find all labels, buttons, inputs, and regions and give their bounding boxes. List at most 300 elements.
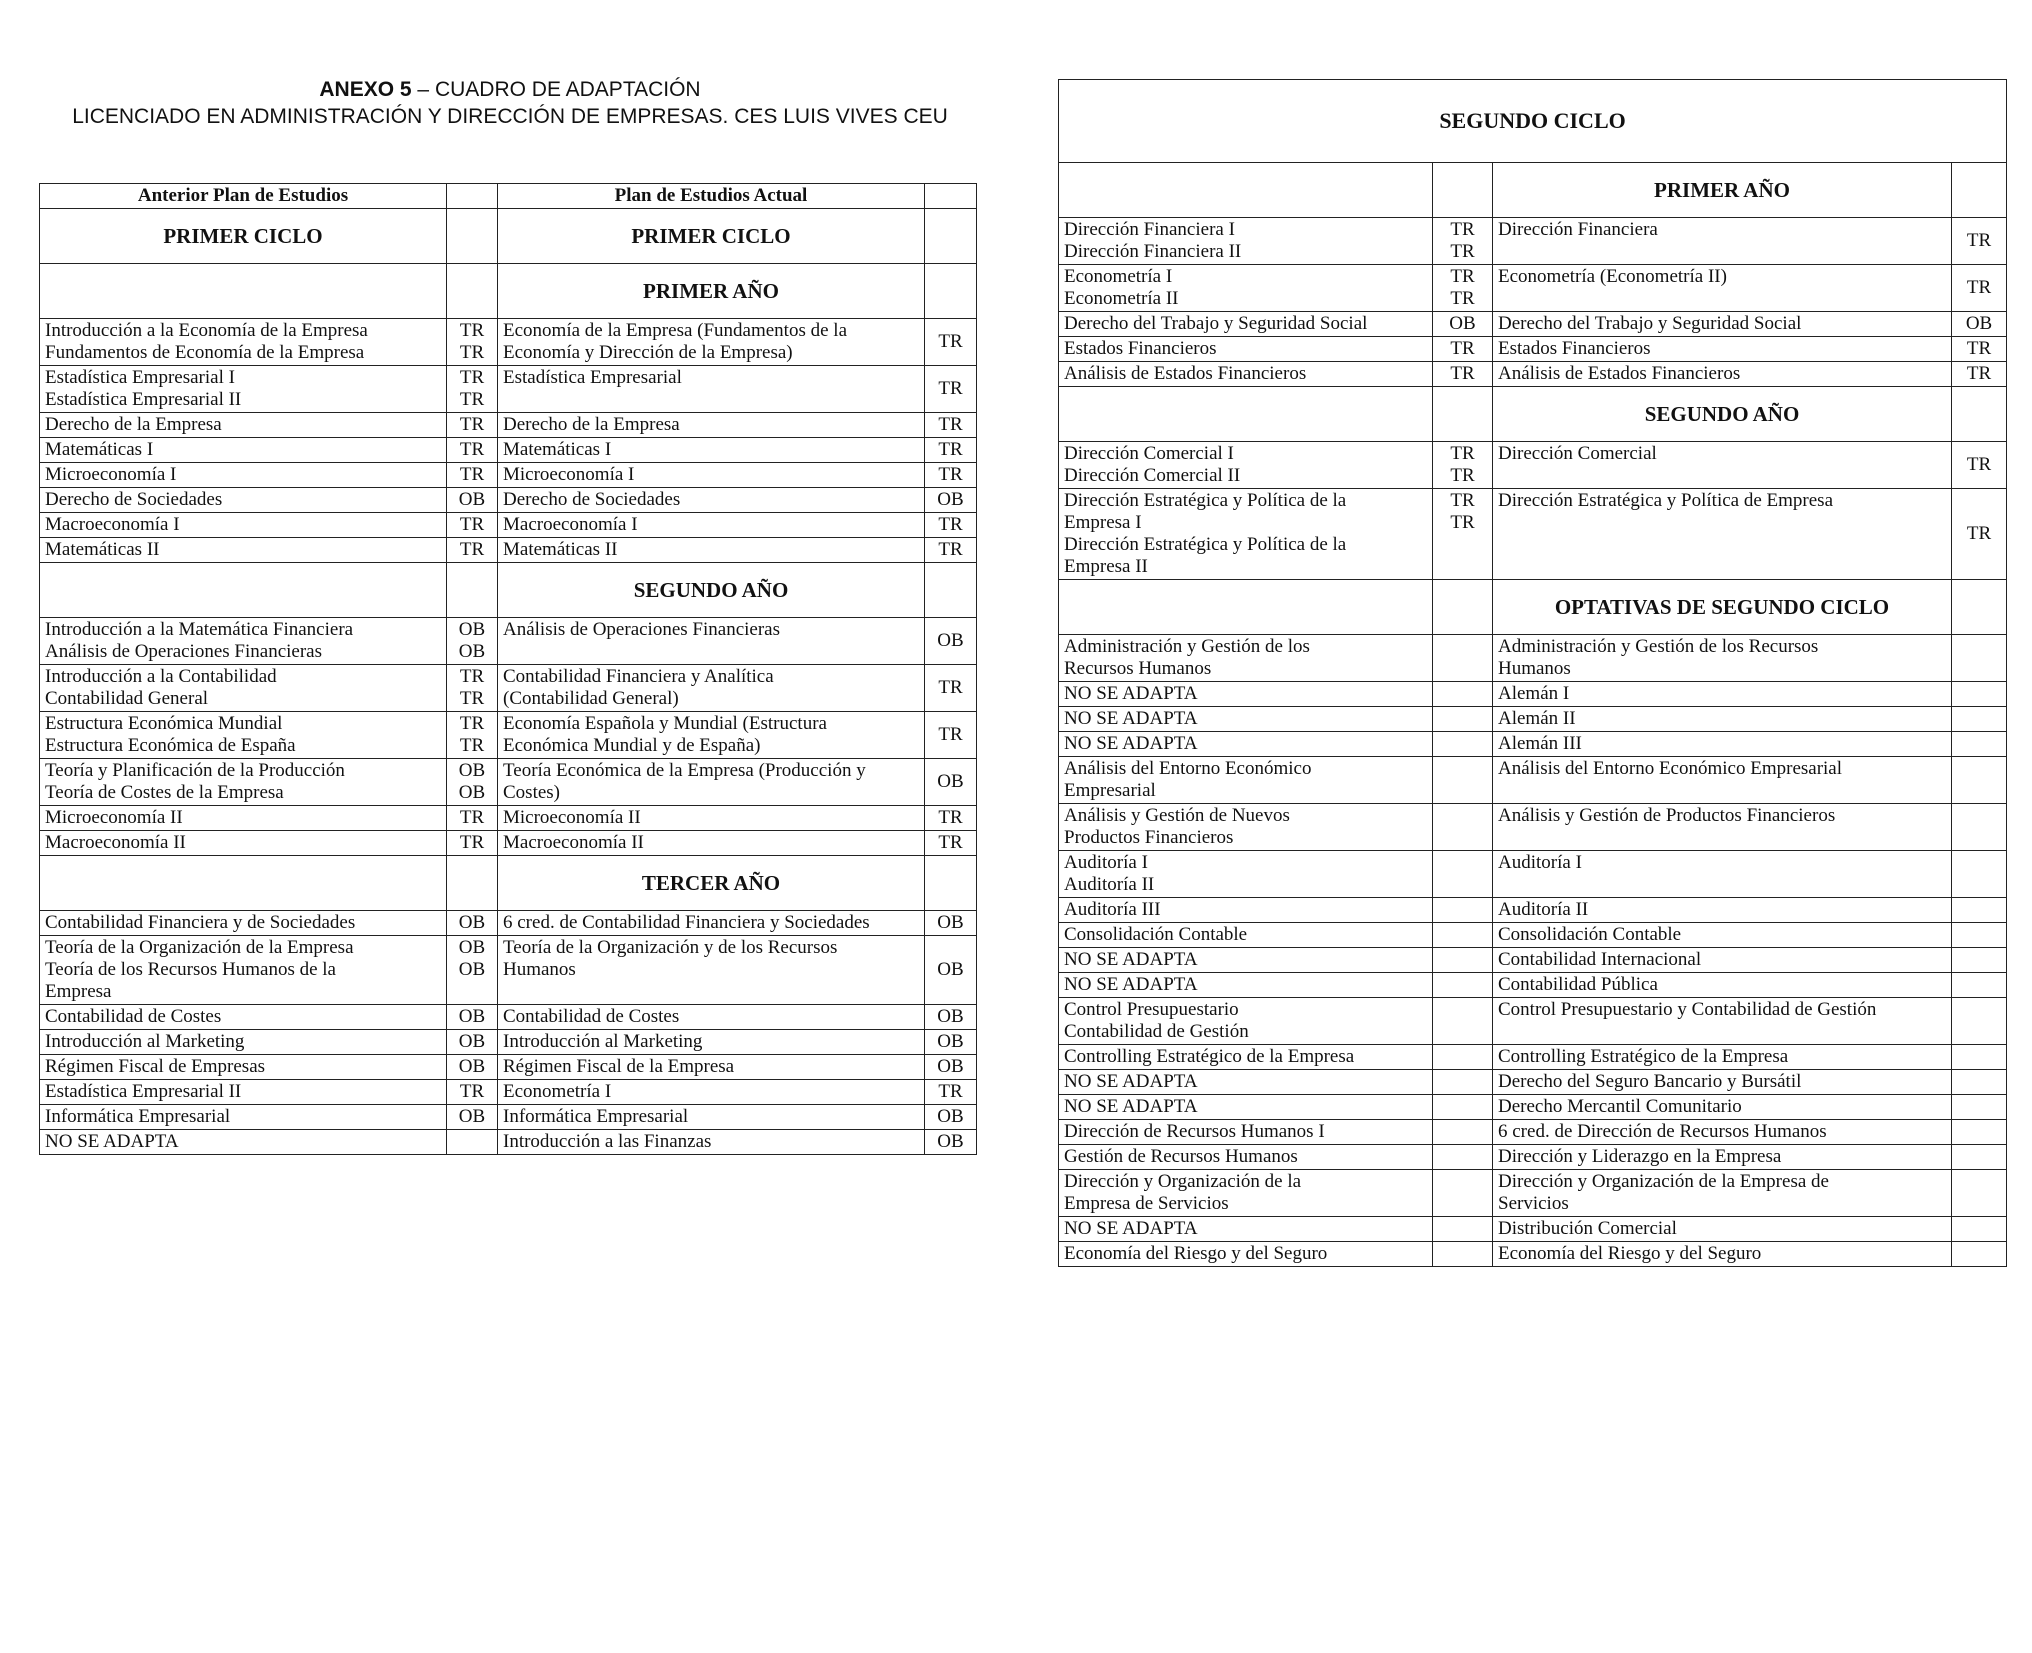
old-subject-line: Economía del Riesgo y del Seguro — [1064, 1243, 1328, 1264]
old-subject-line: Empresa II — [1064, 556, 1148, 577]
old-subject-type — [1433, 732, 1493, 757]
old-subject-line: Teoría de la Organización de la Empresa — [45, 937, 354, 958]
new-subject-type — [1952, 1170, 2007, 1217]
new-subject-line: Costes) — [503, 782, 560, 803]
old-subject-line: Recursos Humanos — [1064, 658, 1212, 679]
old-subject-type — [1433, 1217, 1493, 1242]
old-subject-line: Introducción a la Contabilidad — [45, 666, 277, 687]
old-subject-type — [1433, 1145, 1493, 1170]
old-subject-line: NO SE ADAPTA — [1064, 733, 1198, 754]
new-subject-type: OB — [925, 1030, 977, 1055]
old-subject-type-line: OB — [458, 489, 486, 510]
old-subject-type-line: TR — [459, 367, 485, 388]
new-subject-line: Económica Mundial y de España) — [503, 735, 761, 756]
new-subject — [498, 618, 925, 665]
old-subject-line: Teoría y Planificación de la Producción — [45, 760, 345, 781]
new-subject-line: Auditoría I — [1498, 852, 1582, 873]
new-subject — [498, 936, 925, 1005]
new-subject-line: Derecho de la Empresa — [503, 414, 680, 435]
new-subject — [1493, 1170, 1952, 1217]
old-subject-type-line: TR — [459, 539, 485, 560]
new-subject — [1493, 948, 1952, 973]
new-subject — [498, 712, 925, 759]
old-subject — [40, 665, 447, 712]
old-subject-line: Microeconomía II — [45, 807, 183, 828]
old-subject-type — [447, 911, 498, 936]
new-subject-line: Econometría I — [503, 1081, 612, 1102]
new-subject-type — [1952, 1045, 2007, 1070]
old-subject-type-line: TR — [1450, 266, 1475, 287]
section-heading-old — [40, 264, 447, 319]
old-subject-type — [447, 1005, 498, 1030]
section-heading-row — [1059, 387, 2007, 442]
old-subject-line: NO SE ADAPTA — [1064, 708, 1198, 729]
old-subject-line: NO SE ADAPTA — [1064, 1218, 1198, 1239]
table-row — [1059, 851, 2007, 898]
old-subject-type — [447, 936, 498, 1005]
old-subject-type — [447, 831, 498, 856]
column-header-row — [40, 184, 977, 209]
old-subject-type — [1433, 635, 1493, 682]
old-subject — [1059, 851, 1433, 898]
new-subject-line: Dirección y Organización de la Empresa de — [1498, 1171, 1829, 1192]
old-subject-type-line: TR — [459, 807, 485, 828]
new-subject — [1493, 635, 1952, 682]
old-subject — [40, 366, 447, 413]
degree-title: LICENCIADO EN ADMINISTRACIÓN Y DIRECCIÓN DE EMPRESAS. CES LUIS VIVES CEU — [72, 105, 948, 128]
old-subject-type — [1433, 1095, 1493, 1120]
new-subject-type — [1952, 732, 2007, 757]
old-subject — [40, 1105, 447, 1130]
old-subject-line: Estados Financieros — [1064, 338, 1217, 359]
old-subject-type — [1433, 973, 1493, 998]
table-row — [1059, 948, 2007, 973]
old-subject-type — [447, 1080, 498, 1105]
old-subject-line: Teoría de Costes de la Empresa — [45, 782, 284, 803]
old-subject-line: Contabilidad de Gestión — [1064, 1021, 1249, 1042]
new-subject-type: TR — [1952, 337, 2007, 362]
old-subject-line: NO SE ADAPTA — [1064, 949, 1198, 970]
old-subject — [1059, 337, 1433, 362]
new-subject-line: Introducción al Marketing — [503, 1031, 703, 1052]
old-subject-line: Microeconomía I — [45, 464, 177, 485]
old-subject-type-line: TR — [1450, 219, 1475, 240]
old-subject-type-line: TR — [1450, 363, 1475, 384]
section-heading-row — [40, 856, 977, 911]
table-row — [1059, 1120, 2007, 1145]
table-row — [1059, 1095, 2007, 1120]
old-subject-type — [447, 712, 498, 759]
new-subject — [498, 513, 925, 538]
old-subject — [40, 936, 447, 1005]
old-subject — [40, 413, 447, 438]
new-subject-line: Econometría (Econometría II) — [1498, 266, 1727, 287]
new-subject — [498, 759, 925, 806]
old-subject-type-line: OB — [458, 959, 486, 980]
table-row — [40, 1005, 977, 1030]
old-subject-line: Contabilidad Financiera y de Sociedades — [45, 912, 356, 933]
old-subject-line: Introducción a la Matemática Financiera — [45, 619, 354, 640]
new-subject-type: TR — [925, 413, 977, 438]
new-subject-line: Dirección Financiera — [1498, 219, 1658, 240]
new-subject-type — [1952, 635, 2007, 682]
table-row — [1059, 362, 2007, 387]
old-subject-line: Derecho de la Empresa — [45, 414, 222, 435]
old-subject — [1059, 1045, 1433, 1070]
old-subject-type-line: TR — [459, 439, 485, 460]
new-subject-line: Informática Empresarial — [503, 1106, 689, 1127]
new-subject-line: Contabilidad Financiera y Analítica — [503, 666, 774, 687]
old-subject-line: Dirección de Recursos Humanos I — [1064, 1121, 1325, 1142]
old-subject — [40, 618, 447, 665]
table-row — [40, 538, 977, 563]
old-subject-type — [1433, 998, 1493, 1045]
old-subject-type — [447, 1030, 498, 1055]
new-subject — [1493, 732, 1952, 757]
old-subject-line: Macroeconomía II — [45, 832, 186, 853]
old-subject-type — [1433, 851, 1493, 898]
old-subject — [1059, 804, 1433, 851]
old-subject-type — [447, 759, 498, 806]
old-subject-line: Contabilidad General — [45, 688, 209, 709]
section-heading-new: SEGUNDO AÑO — [1493, 387, 1952, 442]
old-subject-line: Econometría II — [1064, 288, 1179, 309]
table-row — [40, 806, 977, 831]
old-subject-line: Controlling Estratégico de la Empresa — [1064, 1046, 1355, 1067]
old-subject-type — [447, 1105, 498, 1130]
old-subject-line: Empresa — [45, 981, 112, 1002]
new-subject-type: OB — [925, 1055, 977, 1080]
section-heading-new: TERCER AÑO — [498, 856, 925, 911]
new-subject — [1493, 265, 1952, 312]
new-subject-line: Derecho Mercantil Comunitario — [1498, 1096, 1742, 1117]
new-subject-line: Macroeconomía I — [503, 514, 638, 535]
old-subject-type — [1433, 682, 1493, 707]
old-subject-line: Análisis de Estados Financieros — [1064, 363, 1307, 384]
table-row — [1059, 1045, 2007, 1070]
new-subject-line: Macroeconomía II — [503, 832, 644, 853]
old-subject-type-line: OB — [458, 1031, 486, 1052]
old-subject-type — [447, 806, 498, 831]
old-subject — [40, 831, 447, 856]
old-subject-line: Análisis del Entorno Económico — [1064, 758, 1312, 779]
new-subject — [498, 1005, 925, 1030]
old-subject-type — [447, 1130, 498, 1155]
new-subject — [1493, 898, 1952, 923]
old-subject — [1059, 948, 1433, 973]
old-subject-line: Análisis de Operaciones Financieras — [45, 641, 322, 662]
new-subject-type: OB — [925, 936, 977, 1005]
old-subject-type — [1433, 489, 1493, 580]
section-heading-new: PRIMER CICLO — [498, 209, 925, 264]
old-subject-line: Análisis y Gestión de Nuevos — [1064, 805, 1290, 826]
new-subject-type: OB — [925, 488, 977, 513]
old-subject-line: Auditoría II — [1064, 874, 1155, 895]
table-row — [40, 1030, 977, 1055]
new-subject-line: 6 cred. de Dirección de Recursos Humanos — [1498, 1121, 1827, 1142]
old-subject-type-line: OB — [458, 912, 486, 933]
old-subject — [40, 1080, 447, 1105]
new-subject-line: Alemán II — [1498, 708, 1576, 729]
new-subject-line: Estados Financieros — [1498, 338, 1651, 359]
table-row — [1059, 898, 2007, 923]
new-subject — [498, 665, 925, 712]
old-subject-type — [1433, 707, 1493, 732]
new-subject — [498, 806, 925, 831]
new-subject-line: Introducción a las Finanzas — [503, 1131, 712, 1152]
new-subject — [1493, 1145, 1952, 1170]
new-subject — [1493, 312, 1952, 337]
table-row — [1059, 998, 2007, 1045]
old-subject-type-line: TR — [459, 464, 485, 485]
old-subject-type-line: TR — [1450, 490, 1475, 511]
table-row — [1059, 804, 2007, 851]
new-subject-line: Análisis del Entorno Económico Empresarial — [1498, 758, 1843, 779]
table-row — [40, 712, 977, 759]
old-subject-type — [447, 488, 498, 513]
old-subject-type-line: TR — [459, 389, 485, 410]
table-row — [1059, 757, 2007, 804]
new-subject-type — [1952, 851, 2007, 898]
table-row — [1059, 682, 2007, 707]
old-subject-line: Control Presupuestario — [1064, 999, 1239, 1020]
old-subject-type — [1433, 923, 1493, 948]
old-subject — [40, 1055, 447, 1080]
table-row — [1059, 923, 2007, 948]
new-subject-type — [1952, 1145, 2007, 1170]
old-subject — [40, 1005, 447, 1030]
section-heading-old — [1059, 387, 1433, 442]
new-subject-type — [1952, 998, 2007, 1045]
section-heading-old — [1059, 163, 1433, 218]
table-row — [40, 438, 977, 463]
old-subject-type-line: OB — [458, 1106, 486, 1127]
new-subject-type: TR — [925, 806, 977, 831]
adaptation-table-first-cycle — [39, 183, 977, 1155]
new-subject-type — [1952, 757, 2007, 804]
new-subject — [498, 538, 925, 563]
new-subject — [498, 319, 925, 366]
old-subject-type — [1433, 442, 1493, 489]
old-subject-line: Consolidación Contable — [1064, 924, 1248, 945]
table-row — [1059, 1070, 2007, 1095]
old-subject-type — [1433, 337, 1493, 362]
table-row — [1059, 973, 2007, 998]
new-subject-line: Distribución Comercial — [1498, 1218, 1677, 1239]
old-subject-type — [1433, 1242, 1493, 1267]
table-row — [1059, 337, 2007, 362]
new-subject-line: Derecho del Seguro Bancario y Bursátil — [1498, 1071, 1802, 1092]
new-subject-line: Régimen Fiscal de la Empresa — [503, 1056, 735, 1077]
old-subject-type — [447, 366, 498, 413]
old-subject-type — [1433, 898, 1493, 923]
new-subject-type: TR — [925, 319, 977, 366]
new-subject-line: Control Presupuestario y Contabilidad de Gestión — [1498, 999, 1877, 1020]
new-subject-type — [1952, 898, 2007, 923]
old-subject-line: Contabilidad de Costes — [45, 1006, 222, 1027]
old-subject-type-line: OB — [458, 641, 486, 662]
table-row — [1059, 265, 2007, 312]
old-subject-type-line: TR — [1450, 288, 1475, 309]
new-subject-type — [1952, 948, 2007, 973]
old-subject — [40, 712, 447, 759]
new-subject — [1493, 707, 1952, 732]
old-subject — [40, 538, 447, 563]
new-subject-line: Contabilidad de Costes — [503, 1006, 680, 1027]
new-subject-line: Microeconomía II — [503, 807, 641, 828]
table-row — [40, 1130, 977, 1155]
section-heading-row — [40, 563, 977, 618]
new-subject-line: Alemán III — [1498, 733, 1582, 754]
table-row — [1059, 707, 2007, 732]
new-subject-line: Contabilidad Pública — [1498, 974, 1658, 995]
old-subject-line: NO SE ADAPTA — [45, 1131, 179, 1152]
new-subject — [498, 1055, 925, 1080]
old-subject — [1059, 998, 1433, 1045]
old-subject — [1059, 757, 1433, 804]
old-subject — [40, 1130, 447, 1155]
new-subject-type: TR — [1952, 218, 2007, 265]
old-subject-line: Estructura Económica Mundial — [45, 713, 283, 734]
new-subject — [1493, 1095, 1952, 1120]
old-subject-type-line: OB — [458, 619, 486, 640]
annex-title: ANEXO 5 – CUADRO DE ADAPTACIÓN — [319, 78, 701, 101]
new-subject — [1493, 851, 1952, 898]
new-subject — [1493, 1045, 1952, 1070]
old-subject-line: Introducción al Marketing — [45, 1031, 245, 1052]
new-subject — [1493, 973, 1952, 998]
new-subject-type — [1952, 923, 2007, 948]
old-subject-type-line: TR — [459, 1081, 485, 1102]
old-subject-line: Fundamentos de Economía de la Empresa — [45, 342, 365, 363]
new-subject-line: (Contabilidad General) — [503, 688, 679, 709]
old-subject-type-line: OB — [458, 760, 486, 781]
new-subject — [1493, 489, 1952, 580]
new-subject — [498, 1030, 925, 1055]
old-subject-line: Auditoría I — [1064, 852, 1148, 873]
new-subject-line: 6 cred. de Contabilidad Financiera y Sociedades — [503, 912, 870, 933]
old-subject-line: Productos Financieros — [1064, 827, 1234, 848]
new-subject-line: Análisis de Operaciones Financieras — [503, 619, 780, 640]
old-subject — [1059, 1120, 1433, 1145]
table-row — [1059, 1242, 2007, 1267]
new-subject-line: Dirección y Liderazgo en la Empresa — [1498, 1146, 1782, 1167]
old-subject — [1059, 362, 1433, 387]
section-heading-new: SEGUNDO AÑO — [498, 563, 925, 618]
new-subject — [1493, 337, 1952, 362]
old-subject-line: Informática Empresarial — [45, 1106, 231, 1127]
new-subject-type: OB — [1952, 312, 2007, 337]
new-subject-type: TR — [1952, 265, 2007, 312]
table-row — [1059, 1217, 2007, 1242]
new-subject-type: TR — [925, 463, 977, 488]
new-subject — [1493, 362, 1952, 387]
new-subject-type: TR — [925, 831, 977, 856]
new-subject-line: Controlling Estratégico de la Empresa — [1498, 1046, 1789, 1067]
new-subject-type: TR — [1952, 442, 2007, 489]
old-subject-type-line: OB — [458, 1006, 486, 1027]
new-subject-type: TR — [925, 538, 977, 563]
old-subject-line: Dirección Financiera I — [1064, 219, 1235, 240]
old-subject — [1059, 923, 1433, 948]
table-row — [40, 413, 977, 438]
old-subject-type — [1433, 757, 1493, 804]
section-heading-old — [40, 563, 447, 618]
new-subject-type: TR — [1952, 489, 2007, 580]
old-subject-line: Derecho de Sociedades — [45, 489, 223, 510]
new-subject-line: Economía Española y Mundial (Estructura — [503, 713, 827, 734]
table-row — [40, 463, 977, 488]
new-subject-type — [1952, 682, 2007, 707]
old-subject-line: Dirección Comercial II — [1064, 465, 1241, 486]
old-subject-line: Estadística Empresarial I — [45, 367, 235, 388]
new-subject-type: TR — [925, 438, 977, 463]
new-subject-line: Análisis de Estados Financieros — [1498, 363, 1741, 384]
old-subject — [1059, 973, 1433, 998]
new-subject-line: Administración y Gestión de los Recursos — [1498, 636, 1819, 657]
new-subject-line: Auditoría II — [1498, 899, 1589, 920]
old-subject-type-line: TR — [459, 832, 485, 853]
second-cycle-heading: SEGUNDO CICLO — [1059, 80, 2007, 163]
table-row — [40, 911, 977, 936]
old-subject — [1059, 489, 1433, 580]
old-subject-type-line: TR — [1450, 443, 1475, 464]
old-subject — [40, 911, 447, 936]
old-subject — [40, 488, 447, 513]
new-subject-type: OB — [925, 759, 977, 806]
old-subject-type — [1433, 218, 1493, 265]
table-row — [1059, 312, 2007, 337]
old-subject-type — [1433, 312, 1493, 337]
old-subject-type — [1433, 948, 1493, 973]
old-subject-type — [447, 319, 498, 366]
old-subject — [40, 806, 447, 831]
old-subject — [40, 759, 447, 806]
new-subject — [498, 1080, 925, 1105]
new-subject-type: OB — [925, 618, 977, 665]
old-subject-type — [1433, 1170, 1493, 1217]
old-subject-type — [447, 463, 498, 488]
new-subject — [498, 911, 925, 936]
new-subject — [1493, 757, 1952, 804]
old-subject-line: Matemáticas I — [45, 439, 154, 460]
section-heading-row — [40, 264, 977, 319]
old-subject-type — [447, 413, 498, 438]
old-subject — [40, 1030, 447, 1055]
old-subject-line: NO SE ADAPTA — [1064, 1071, 1198, 1092]
new-subject — [1493, 1242, 1952, 1267]
new-subject — [498, 1130, 925, 1155]
old-subject-line: Macroeconomía I — [45, 514, 180, 535]
new-subject-type — [1952, 973, 2007, 998]
table-row — [1059, 1145, 2007, 1170]
old-subject — [1059, 312, 1433, 337]
old-subject-type — [447, 618, 498, 665]
new-subject-line: Teoría de la Organización y de los Recursos — [503, 937, 838, 958]
new-subject — [498, 831, 925, 856]
table-row — [40, 665, 977, 712]
old-subject-line: Dirección Estratégica y Política de la — [1064, 490, 1347, 511]
document-header — [40, 76, 980, 130]
old-subject-line: Empresarial — [1064, 780, 1156, 801]
new-subject — [498, 366, 925, 413]
old-subject-line: Dirección Financiera II — [1064, 241, 1242, 262]
new-subject-type: TR — [925, 366, 977, 413]
old-subject-line: Derecho del Trabajo y Seguridad Social — [1064, 313, 1368, 334]
new-subject — [498, 413, 925, 438]
old-subject-type — [1433, 1070, 1493, 1095]
new-subject-type — [1952, 1095, 2007, 1120]
